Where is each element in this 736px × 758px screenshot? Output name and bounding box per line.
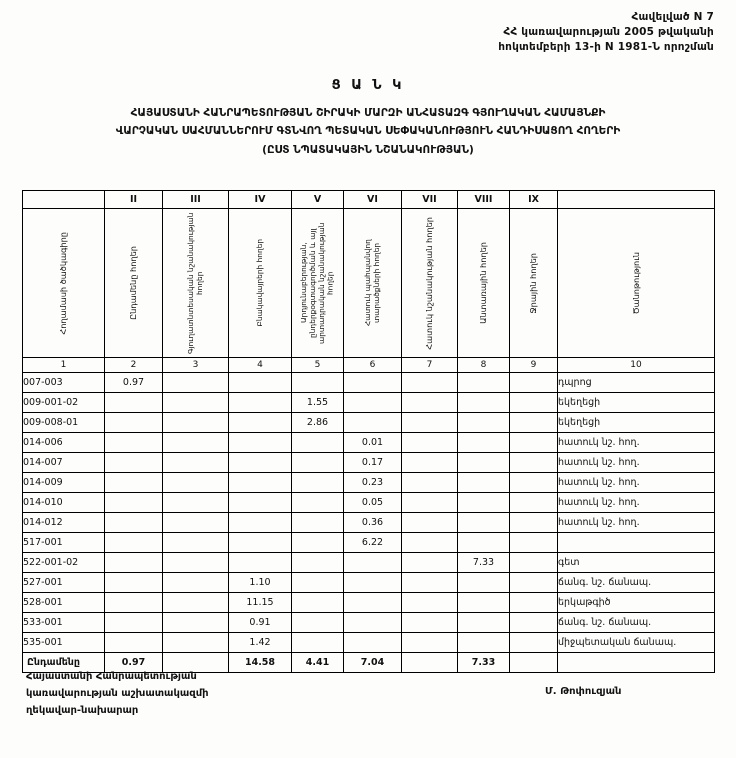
num-cell-3: 3	[163, 358, 229, 373]
row-water	[510, 393, 558, 413]
row-settlement	[229, 433, 292, 453]
row-settlement: 0.91	[229, 613, 292, 633]
table-row	[23, 553, 715, 573]
row-code: 007-003	[23, 373, 105, 393]
footer-line-3: ղեկավար-նախարար	[26, 705, 139, 716]
row-agricultural	[163, 553, 229, 573]
col-header-code-label: Հողամասի ծածկագիրը	[58, 231, 69, 335]
total-label: Ընդամենը	[23, 653, 105, 673]
table-row	[23, 493, 715, 513]
subtitle-line-2: ՎԱՐՉԱԿԱՆ ՍԱՀՄԱՆՆԵՐՈՒՄ ԳՏՆՎՈՂ ՊԵՏԱԿԱՆ ՍԵՓԱԿԱՆՈՒԹՅՈՒՆ ՀԱՆԴԻՍԱՑՈՂ ՀՈՂԵՐԻ	[115, 125, 621, 138]
col-header-agricultural	[163, 209, 229, 358]
row-water	[510, 413, 558, 433]
row-protected: 0.17	[344, 453, 402, 473]
row-industry	[292, 573, 344, 593]
row-note: հատուկ նշ. հող.	[558, 493, 715, 513]
row-protected	[344, 573, 402, 593]
row-code: 014-010	[23, 493, 105, 513]
row-note: հատուկ նշ. հող.	[558, 473, 715, 493]
row-industry	[292, 373, 344, 393]
row-settlement: 1.42	[229, 633, 292, 653]
row-code: 527-001	[23, 573, 105, 593]
row-protected: 0.23	[344, 473, 402, 493]
footer-line-2: կառավարության աշխատակազմի	[26, 688, 209, 699]
row-industry	[292, 513, 344, 533]
row-industry	[292, 553, 344, 573]
row-note: հատուկ նշ. հող.	[558, 513, 715, 533]
row-forest	[458, 513, 510, 533]
row-industry	[292, 593, 344, 613]
document-header	[498, 10, 714, 56]
row-water	[510, 533, 558, 553]
row-total	[105, 493, 163, 513]
roman-cell-1	[23, 191, 105, 209]
row-special	[402, 533, 458, 553]
row-note: ճանգ. նշ. ճանապ.	[558, 573, 715, 593]
row-industry: 1.55	[292, 393, 344, 413]
num-cell-2: 2	[105, 358, 163, 373]
col-header-forest-label: Անտառային հողեր	[478, 242, 489, 324]
roman-cell-3: III	[163, 191, 229, 209]
row-industry	[292, 453, 344, 473]
row-total	[105, 513, 163, 533]
row-water	[510, 433, 558, 453]
row-code: 535-001	[23, 633, 105, 653]
row-protected	[344, 393, 402, 413]
row-agricultural	[163, 633, 229, 653]
row-settlement	[229, 533, 292, 553]
row-water	[510, 633, 558, 653]
row-forest	[458, 373, 510, 393]
row-settlement	[229, 453, 292, 473]
row-settlement	[229, 513, 292, 533]
row-industry	[292, 473, 344, 493]
total-protected: 7.04	[344, 653, 402, 673]
total-industry: 4.41	[292, 653, 344, 673]
row-settlement: 11.15	[229, 593, 292, 613]
header-line-2: ՀՀ կառավարության 2005 թվականի	[503, 26, 714, 39]
row-code: 009-008-01	[23, 413, 105, 433]
row-code: 014-009	[23, 473, 105, 493]
row-water	[510, 613, 558, 633]
table-row	[23, 633, 715, 653]
roman-cell-6: VI	[344, 191, 402, 209]
row-settlement	[229, 373, 292, 393]
total-water	[510, 653, 558, 673]
row-agricultural	[163, 573, 229, 593]
row-code: 014-007	[23, 453, 105, 473]
row-agricultural	[163, 513, 229, 533]
row-code: 533-001	[23, 613, 105, 633]
row-water	[510, 593, 558, 613]
table-number-row	[23, 358, 715, 373]
num-cell-8: 8	[458, 358, 510, 373]
row-agricultural	[163, 493, 229, 513]
col-header-note	[558, 209, 715, 358]
row-special	[402, 393, 458, 413]
row-total	[105, 453, 163, 473]
row-agricultural	[163, 473, 229, 493]
row-special	[402, 553, 458, 573]
num-cell-1: 1	[23, 358, 105, 373]
row-water	[510, 473, 558, 493]
row-settlement: 1.10	[229, 573, 292, 593]
row-total	[105, 393, 163, 413]
row-protected: 6.22	[344, 533, 402, 553]
row-special	[402, 373, 458, 393]
row-code: 009-001-02	[23, 393, 105, 413]
table-row	[23, 453, 715, 473]
row-total	[105, 433, 163, 453]
col-header-water-label: Ջրային հողեր	[528, 252, 539, 314]
row-protected	[344, 633, 402, 653]
row-note: եկեղեցի	[558, 413, 715, 433]
row-water	[510, 553, 558, 573]
row-protected	[344, 613, 402, 633]
row-industry: 2.86	[292, 413, 344, 433]
total-special	[402, 653, 458, 673]
land-table	[22, 190, 715, 673]
row-total	[105, 573, 163, 593]
table-row	[23, 413, 715, 433]
col-header-industry-label: Արդյունաբերության, ընդերքօգտագործման և այլ արտադրական նշանակության հողեր	[298, 222, 335, 344]
row-agricultural	[163, 373, 229, 393]
row-code: 517-001	[23, 533, 105, 553]
row-protected: 0.01	[344, 433, 402, 453]
row-agricultural	[163, 613, 229, 633]
col-header-protected	[344, 209, 402, 358]
row-total	[105, 593, 163, 613]
table-row	[23, 373, 715, 393]
roman-cell-4: IV	[229, 191, 292, 209]
row-settlement	[229, 473, 292, 493]
table-row	[23, 473, 715, 493]
subtitle-line-3: (ԸՍՏ ՆՊԱՏԱԿԱՅԻՆ ՆՇԱՆԱԿՈՒԹՅԱՆ)	[262, 143, 474, 156]
header-line-3: հոկտեմբերի 13-ի N 1981-Ն որոշման	[498, 41, 714, 54]
col-header-total-label: Ընդամենը հողեր	[128, 246, 139, 320]
col-header-note-label: Ծանոթություն	[630, 251, 641, 315]
num-cell-9: 9	[510, 358, 558, 373]
col-header-agricultural-label: Գյուղատնտեսական նշանակության հողեր	[185, 212, 204, 354]
row-protected	[344, 593, 402, 613]
row-protected	[344, 413, 402, 433]
row-special	[402, 453, 458, 473]
row-total	[105, 633, 163, 653]
header-line-1: Հավելված N 7	[631, 11, 714, 23]
row-forest	[458, 613, 510, 633]
col-header-code	[23, 209, 105, 358]
row-special	[402, 593, 458, 613]
signature-name: Մ. Թոփուզյան	[545, 686, 622, 697]
table-row	[23, 513, 715, 533]
table-row	[23, 533, 715, 553]
col-header-protected-label: Հատուկ պահպանվող տարածքների հողեր	[362, 239, 381, 327]
footer-line-1: Հայաստանի Հանրապետության	[26, 671, 197, 682]
roman-cell-10	[558, 191, 715, 209]
row-industry	[292, 613, 344, 633]
table-row	[23, 573, 715, 593]
total-total: 0.97	[105, 653, 163, 673]
row-water	[510, 493, 558, 513]
row-forest	[458, 433, 510, 453]
roman-cell-7: VII	[402, 191, 458, 209]
row-note: եկեղեցի	[558, 393, 715, 413]
row-special	[402, 633, 458, 653]
row-total	[105, 613, 163, 633]
table-row	[23, 433, 715, 453]
row-special	[402, 413, 458, 433]
table-roman-row	[23, 191, 715, 209]
row-water	[510, 373, 558, 393]
row-special	[402, 493, 458, 513]
roman-cell-2: II	[105, 191, 163, 209]
row-forest	[458, 533, 510, 553]
row-special	[402, 473, 458, 493]
row-agricultural	[163, 433, 229, 453]
row-industry	[292, 433, 344, 453]
table-row	[23, 393, 715, 413]
row-agricultural	[163, 413, 229, 433]
total-note	[558, 653, 715, 673]
row-settlement	[229, 493, 292, 513]
row-agricultural	[163, 453, 229, 473]
row-code: 522-001-02	[23, 553, 105, 573]
roman-cell-5: V	[292, 191, 344, 209]
col-header-industry	[292, 209, 344, 358]
row-protected	[344, 373, 402, 393]
row-forest	[458, 493, 510, 513]
row-protected: 0.36	[344, 513, 402, 533]
col-header-settlement-label: Բնակավայրերի հողեր	[254, 239, 264, 327]
row-note: երկաթգիծ	[558, 593, 715, 613]
page-title: Ց Ա Ն Կ	[331, 78, 405, 93]
row-forest	[458, 573, 510, 593]
row-protected: 0.05	[344, 493, 402, 513]
row-note: հատուկ նշ. հող.	[558, 453, 715, 473]
table-header-row	[23, 209, 715, 358]
num-cell-5: 5	[292, 358, 344, 373]
subtitle-line-1: ՀԱՅԱՍՏԱՆԻ ՀԱՆՐԱՊԵՏՈՒԹՅԱՆ ՇԻՐԱԿԻ ՄԱՐԶԻ ԱՆՀԱՏԱԶԳ ԳՅՈՒՂԱԿԱՆ ՀԱՄԱՅՆՔԻ	[130, 107, 606, 119]
num-cell-7: 7	[402, 358, 458, 373]
row-note: ճանգ. նշ. ճանապ.	[558, 613, 715, 633]
row-protected	[344, 553, 402, 573]
col-header-water	[510, 209, 558, 358]
row-special	[402, 513, 458, 533]
col-header-total	[105, 209, 163, 358]
row-code: 014-006	[23, 433, 105, 453]
table-row	[23, 613, 715, 633]
row-special	[402, 433, 458, 453]
num-cell-10: 10	[558, 358, 715, 373]
row-water	[510, 513, 558, 533]
row-water	[510, 573, 558, 593]
row-forest	[458, 473, 510, 493]
roman-cell-9: IX	[510, 191, 558, 209]
row-note: գետ	[558, 553, 715, 573]
row-total	[105, 413, 163, 433]
row-forest	[458, 593, 510, 613]
row-settlement	[229, 393, 292, 413]
row-forest	[458, 633, 510, 653]
col-header-special	[402, 209, 458, 358]
row-special	[402, 613, 458, 633]
row-industry	[292, 533, 344, 553]
row-forest	[458, 453, 510, 473]
page-subtitle	[28, 104, 708, 159]
row-industry	[292, 493, 344, 513]
row-total	[105, 533, 163, 553]
row-total	[105, 553, 163, 573]
total-forest: 7.33	[458, 653, 510, 673]
row-note	[558, 533, 715, 553]
num-cell-4: 4	[229, 358, 292, 373]
row-code: 528-001	[23, 593, 105, 613]
num-cell-6: 6	[344, 358, 402, 373]
row-water	[510, 453, 558, 473]
row-special	[402, 573, 458, 593]
row-agricultural	[163, 593, 229, 613]
total-settlement: 14.58	[229, 653, 292, 673]
col-header-forest	[458, 209, 510, 358]
row-total	[105, 473, 163, 493]
row-forest	[458, 393, 510, 413]
row-note: դպրոց	[558, 373, 715, 393]
row-note: միջպետական ճանապ.	[558, 633, 715, 653]
row-agricultural	[163, 393, 229, 413]
table-row	[23, 593, 715, 613]
row-forest: 7.33	[458, 553, 510, 573]
row-industry	[292, 633, 344, 653]
row-total: 0.97	[105, 373, 163, 393]
col-header-special-label: Հատուկ նշանակության հողեր	[424, 216, 435, 350]
row-settlement	[229, 553, 292, 573]
row-note: հատուկ նշ. հող.	[558, 433, 715, 453]
col-header-settlement	[229, 209, 292, 358]
document-footer	[26, 668, 209, 719]
row-code: 014-012	[23, 513, 105, 533]
row-agricultural	[163, 533, 229, 553]
row-forest	[458, 413, 510, 433]
roman-cell-8: VIII	[458, 191, 510, 209]
row-settlement	[229, 413, 292, 433]
